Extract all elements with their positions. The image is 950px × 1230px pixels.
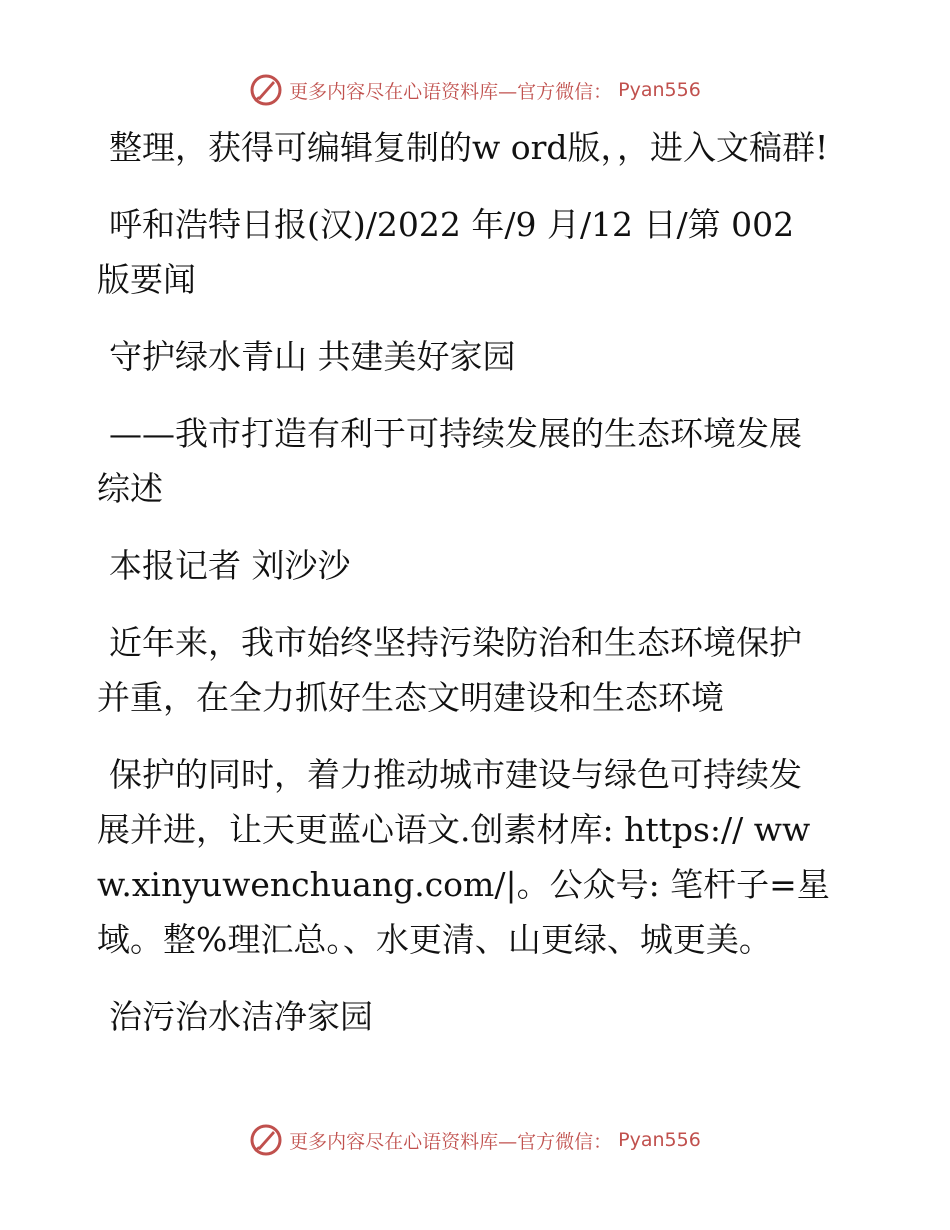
watermark-footer (0, 1120, 950, 1160)
quill-logo-icon (249, 1123, 283, 1157)
paragraph-source: 呼和浩特日报(汉)/2022 年/9 月/12 日/第 002 版要闻 (97, 205, 795, 299)
article-byline: 本报记者 刘沙沙 (109, 546, 351, 585)
document-body (97, 120, 832, 1066)
watermark-text: 更多内容尽在心语资料库—官方微信： (289, 1130, 613, 1153)
quill-logo-icon (249, 73, 283, 107)
paragraph-body-1: 近年来，我市始终坚持污染防治和生态环境保护并重，在全力抓好生态文明建设和生态环境 (97, 623, 802, 717)
paragraph-intro: 整理，获得可编辑复制的w ord版，，进入文稿群! (109, 128, 829, 167)
article-subtitle: ——我市打造有利于可持续发展的生态环境发展综述 (97, 414, 802, 508)
section-heading: 治污治水洁净家园 (109, 997, 373, 1036)
watermark-contact: Pyan556 (618, 79, 701, 101)
watermark-contact: Pyan556 (618, 1129, 701, 1151)
article-title: 守护绿水青山 共建美好家园 (109, 337, 516, 376)
watermark-text: 更多内容尽在心语资料库—官方微信： (289, 80, 613, 103)
watermark-header (0, 70, 950, 110)
paragraph-body-2: 保护的同时，着力推动城市建设与绿色可持续发展并进，让天更蓝心语文.创素材库: https:// www.xinyuwenchuang.com/|。公众号: 笔杆子=星域。整%理汇总。、水更清、山更绿、城更美。 (97, 755, 830, 959)
